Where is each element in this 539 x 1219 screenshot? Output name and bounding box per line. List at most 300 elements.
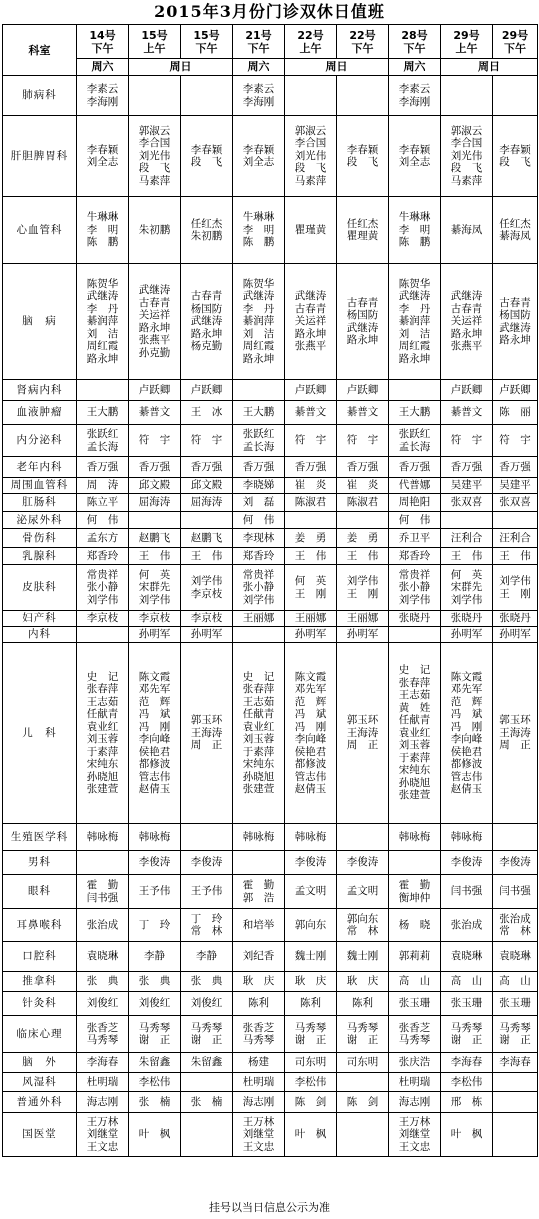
duty-cell: 郭向东 常 林: [337, 909, 389, 942]
duty-cell: [181, 76, 233, 116]
duty-cell: 王予伟: [129, 875, 181, 909]
table-row: [3, 972, 538, 992]
table-row: [3, 264, 538, 380]
date-label: 28号: [401, 28, 428, 42]
dept-name: 生殖医学科: [3, 824, 77, 851]
duty-cell: 香万强: [389, 457, 441, 478]
duty-cell: [77, 851, 129, 875]
duty-cell: 郭淑云 李合国 刘光伟 段 飞 马素萍: [129, 116, 181, 197]
duty-cell: 綦普文: [441, 401, 493, 425]
duty-cell: 李海春: [493, 1053, 538, 1073]
duty-cell: 张香芝 马秀琴: [233, 1016, 285, 1053]
duty-cell: 任红杰 朱初鹏: [181, 197, 233, 264]
duty-cell: 张治成 常 林: [493, 909, 538, 942]
duty-cell: 代普娜: [389, 478, 441, 494]
dept-name: 普通外科: [3, 1092, 77, 1113]
date-shift-header: [285, 25, 337, 59]
table-row: [3, 875, 538, 909]
duty-cell: [337, 76, 389, 116]
duty-cell: 陈立平: [77, 494, 129, 512]
duty-cell: 张跃红 孟长海: [233, 425, 285, 457]
shift-label: 下午: [91, 41, 114, 55]
duty-cell: [233, 380, 285, 401]
duty-cell: 高 山: [441, 972, 493, 992]
duty-cell: 张玉珊: [441, 992, 493, 1016]
duty-cell: 张香芝 马秀琴: [389, 1016, 441, 1053]
duty-cell: 郑香玲: [233, 548, 285, 565]
dept-name: 男科: [3, 851, 77, 875]
duty-cell: [285, 512, 337, 529]
duty-cell: 霍 勤 闫书强: [77, 875, 129, 909]
table-row: [3, 611, 538, 627]
duty-cell: 张玉珊: [389, 992, 441, 1016]
table-row: [3, 548, 538, 565]
date-label: 21号: [245, 28, 272, 42]
table-row: [3, 851, 538, 875]
duty-cell: 孟东方: [77, 529, 129, 548]
duty-cell: [389, 380, 441, 401]
duty-cell: 朱留鑫: [129, 1053, 181, 1073]
duty-cell: 乔卫平: [389, 529, 441, 548]
duty-cell: 陈文霞 邓先军 范 辉 冯 斌 冯 刚 李向峰 侯艳君 都修波 管志伟 赵倩玉: [441, 643, 493, 824]
duty-cell: [493, 1113, 538, 1157]
duty-cell: 王丽娜: [337, 611, 389, 627]
duty-cell: 李俊涛: [337, 851, 389, 875]
duty-cell: 符 宇: [493, 425, 538, 457]
duty-cell: [181, 1113, 233, 1157]
duty-cell: 王予伟: [181, 875, 233, 909]
duty-cell: 朱初鹏: [129, 197, 181, 264]
duty-cell: 王丽娜: [285, 611, 337, 627]
duty-cell: 郭向东: [285, 909, 337, 942]
table-row: [3, 457, 538, 478]
duty-cell: 海志刚: [389, 1092, 441, 1113]
dept-name: 内科: [3, 627, 77, 643]
duty-cell: 张庆浩: [389, 1053, 441, 1073]
duty-cell: 陈利: [337, 992, 389, 1016]
duty-cell: 马秀琴 谢 正: [441, 1016, 493, 1053]
table-row: [3, 512, 538, 529]
date-shift-header: [493, 25, 538, 59]
duty-cell: 何 伟: [389, 512, 441, 529]
duty-cell: 陈贺华 武继涛 李 丹 綦润萍 刘 洁 周红霞 路永坤: [389, 264, 441, 380]
duty-cell: 李春颖 刘全志: [233, 116, 285, 197]
duty-cell: 闫书强: [493, 875, 538, 909]
duty-cell: 古春青 杨国防 武继涛 路永坤: [337, 264, 389, 380]
duty-cell: 郑香玲: [389, 548, 441, 565]
dept-name: 肾病内科: [3, 380, 77, 401]
duty-cell: 李京枝: [77, 611, 129, 627]
duty-cell: 邢 栋: [441, 1092, 493, 1113]
duty-cell: 史 记 张春萍 王志茹 任献青 袁业红 刘玉蓉 于素萍 宋纯东 孙晓旭 张建萱: [233, 643, 285, 824]
table-row: [3, 1016, 538, 1053]
dept-name: 国医堂: [3, 1113, 77, 1157]
weekday-row: [3, 59, 538, 76]
table-row: [3, 116, 538, 197]
duty-schedule-table: [2, 24, 538, 1157]
dept-name: 内分泌科: [3, 425, 77, 457]
duty-cell: 綦普文: [337, 401, 389, 425]
duty-cell: 李素云 李海刚: [233, 76, 285, 116]
dept-name: 老年内科: [3, 457, 77, 478]
table-row: [3, 1073, 538, 1092]
duty-cell: 符 宇: [129, 425, 181, 457]
duty-cell: 张双喜: [441, 494, 493, 512]
duty-cell: [181, 512, 233, 529]
table-row: [3, 401, 538, 425]
duty-cell: 张玉珊: [493, 992, 538, 1016]
dept-name: 风湿科: [3, 1073, 77, 1092]
duty-cell: 王 伟: [129, 548, 181, 565]
duty-cell: 任红杰 瞿理黄: [337, 197, 389, 264]
duty-cell: 史 记 张春萍 王志茹 黄 姓 任献青 袁业红 刘玉蓉 于素萍 宋纯东 孙晓旭 张建萱: [389, 643, 441, 824]
duty-cell: 张治成: [77, 909, 129, 942]
duty-cell: 史 记 张春萍 王志茹 任献青 袁业红 刘玉蓉 于素萍 宋纯东 孙晓旭 张建萱: [77, 643, 129, 824]
duty-cell: 李春颖 刘全志: [389, 116, 441, 197]
duty-cell: 孙明军: [337, 627, 389, 643]
duty-cell: 常贵祥 张小静 刘学伟: [389, 565, 441, 611]
duty-cell: 香万强: [493, 457, 538, 478]
duty-cell: [337, 1113, 389, 1157]
dept-name: 针灸科: [3, 992, 77, 1016]
duty-cell: 陈 丽: [493, 401, 538, 425]
duty-cell: 武继涛 古春青 关运祥 路永坤 张燕平: [285, 264, 337, 380]
duty-cell: 李俊涛: [181, 851, 233, 875]
duty-cell: 孟文明: [285, 875, 337, 909]
date-shift-header: [337, 25, 389, 59]
date-label: 15号: [193, 28, 220, 42]
duty-cell: 香万强: [181, 457, 233, 478]
duty-cell: 屈海涛: [181, 494, 233, 512]
duty-cell: 李松伟: [129, 1073, 181, 1092]
date-label: 22号: [349, 28, 376, 42]
duty-cell: 吴建平: [493, 478, 538, 494]
dept-name: 口腔科: [3, 942, 77, 972]
duty-cell: 卢跃卿: [285, 380, 337, 401]
duty-cell: 王 伟: [441, 548, 493, 565]
duty-cell: [493, 1073, 538, 1092]
duty-cell: [181, 1073, 233, 1092]
duty-cell: 张双喜: [493, 494, 538, 512]
dept-column-header: 科室: [3, 25, 77, 76]
duty-cell: 王大鹏: [233, 401, 285, 425]
table-row: [3, 1113, 538, 1157]
duty-cell: 陈贺华 武继涛 李 丹 綦润萍 刘 洁 周红霞 路永坤: [233, 264, 285, 380]
duty-cell: 闫书强: [441, 875, 493, 909]
dept-name: 脑 外: [3, 1053, 77, 1073]
dept-name: 耳鼻喉科: [3, 909, 77, 942]
duty-cell: 丁 玲: [129, 909, 181, 942]
duty-cell: 张 楠: [181, 1092, 233, 1113]
duty-cell: 王万林 刘继堂 王文忠: [77, 1113, 129, 1157]
duty-cell: 孙明军: [441, 627, 493, 643]
duty-cell: 陈文霞 邓先军 范 辉 冯 斌 冯 刚 李向峰 侯艳君 都修波 管志伟 赵倩玉: [129, 643, 181, 824]
shift-label: 上午: [299, 41, 322, 55]
duty-cell: 王 伟: [285, 548, 337, 565]
date-label: 22号: [297, 28, 324, 42]
duty-cell: [493, 824, 538, 851]
duty-cell: 司东明: [285, 1053, 337, 1073]
dept-name: 泌尿外科: [3, 512, 77, 529]
duty-cell: 刘学伟 王 刚: [493, 565, 538, 611]
duty-cell: 韩咏梅: [233, 824, 285, 851]
duty-cell: 李静: [129, 942, 181, 972]
duty-cell: [129, 76, 181, 116]
duty-cell: 郭玉环 王海涛 周 正: [337, 643, 389, 824]
duty-cell: 王万林 刘继堂 王文忠: [233, 1113, 285, 1157]
duty-cell: 王大鹏: [77, 401, 129, 425]
duty-cell: [77, 627, 129, 643]
duty-cell: 高 山: [389, 972, 441, 992]
duty-cell: 李春颖 段 飞: [337, 116, 389, 197]
duty-cell: 香万强: [285, 457, 337, 478]
duty-cell: 武继涛 古春青 关运祥 路永坤 张燕平: [441, 264, 493, 380]
duty-cell: 李海春: [77, 1053, 129, 1073]
duty-cell: 周艳阳: [389, 494, 441, 512]
duty-cell: 符 宇: [337, 425, 389, 457]
duty-cell: 海志刚: [233, 1092, 285, 1113]
duty-cell: 陈文霞 邓先军 范 辉 冯 斌 冯 刚 李向峰 侯艳君 都修波 管志伟 赵倩玉: [285, 643, 337, 824]
duty-cell: 屈海涛: [129, 494, 181, 512]
duty-cell: 叶 枫: [441, 1113, 493, 1157]
duty-cell: 陈 剑: [285, 1092, 337, 1113]
duty-cell: [77, 380, 129, 401]
duty-cell: 杜明瑞: [389, 1073, 441, 1092]
duty-cell: 马秀琴 谢 正: [181, 1016, 233, 1053]
duty-cell: 霍 勤 郭 浩: [233, 875, 285, 909]
duty-cell: [337, 824, 389, 851]
table-row: [3, 627, 538, 643]
weekday-label: 周六: [77, 59, 129, 76]
duty-cell: [233, 627, 285, 643]
duty-cell: 邱文殿: [129, 478, 181, 494]
table-row: [3, 197, 538, 264]
duty-cell: 韩咏梅: [441, 824, 493, 851]
duty-cell: 綦海凤: [441, 197, 493, 264]
duty-cell: 张治成: [441, 909, 493, 942]
duty-cell: 张晓丹: [441, 611, 493, 627]
duty-cell: 郭莉莉: [389, 942, 441, 972]
table-row: [3, 380, 538, 401]
duty-cell: 耿 庆: [233, 972, 285, 992]
date-shift-header: [181, 25, 233, 59]
duty-cell: 刘俊红: [77, 992, 129, 1016]
date-shift-header: [129, 25, 181, 59]
duty-cell: 姜 勇: [285, 529, 337, 548]
duty-cell: 崔 炎: [337, 478, 389, 494]
dept-name: 血液肿瘤: [3, 401, 77, 425]
duty-cell: [389, 851, 441, 875]
date-label: 14号: [89, 28, 116, 42]
duty-cell: 常贵祥 张小静 刘学伟: [77, 565, 129, 611]
duty-cell: 牛琳琳 李 明 陈 鹏: [233, 197, 285, 264]
table-row: [3, 643, 538, 824]
duty-cell: 李松伟: [441, 1073, 493, 1092]
duty-cell: 姜 勇: [337, 529, 389, 548]
duty-cell: 刘俊红: [181, 992, 233, 1016]
duty-cell: 周 涛: [77, 478, 129, 494]
weekday-label: 周日: [441, 59, 538, 76]
duty-cell: 和培举: [233, 909, 285, 942]
duty-cell: 张 楠: [129, 1092, 181, 1113]
duty-cell: 孙明军: [129, 627, 181, 643]
dept-name: 临床心理: [3, 1016, 77, 1053]
duty-cell: 郑香玲: [77, 548, 129, 565]
table-row: [3, 909, 538, 942]
duty-cell: 孙明军: [285, 627, 337, 643]
table-row: [3, 76, 538, 116]
duty-cell: 杜明瑞: [233, 1073, 285, 1092]
duty-cell: 耿 庆: [285, 972, 337, 992]
duty-cell: 韩咏梅: [389, 824, 441, 851]
duty-cell: 卢跃卿: [129, 380, 181, 401]
duty-cell: 古春青 杨国防 武继涛 路永坤: [493, 264, 538, 380]
duty-cell: 邱文殿: [181, 478, 233, 494]
duty-cell: 香万强: [337, 457, 389, 478]
date-label: 29号: [453, 28, 480, 42]
duty-cell: 张晓丹: [389, 611, 441, 627]
duty-cell: [493, 512, 538, 529]
duty-cell: [441, 76, 493, 116]
dept-name: 周围血管科: [3, 478, 77, 494]
shift-label: 下午: [351, 41, 374, 55]
duty-cell: 李松伟: [285, 1073, 337, 1092]
duty-cell: 孙明军: [181, 627, 233, 643]
duty-cell: 古春青 杨国防 武继涛 路永坤 杨克勤: [181, 264, 233, 380]
duty-cell: 綦普文: [285, 401, 337, 425]
dept-name: 妇产科: [3, 611, 77, 627]
duty-cell: 李现林: [233, 529, 285, 548]
duty-cell: [493, 1092, 538, 1113]
duty-cell: 张 典: [181, 972, 233, 992]
duty-cell: 孙明军: [493, 627, 538, 643]
duty-cell: 李京枝: [129, 611, 181, 627]
duty-cell: 李海春: [441, 1053, 493, 1073]
duty-cell: 韩咏梅: [77, 824, 129, 851]
duty-cell: 王 伟: [337, 548, 389, 565]
duty-cell: 李春颖 段 飞: [493, 116, 538, 197]
duty-cell: 李俊涛: [129, 851, 181, 875]
table-row: [3, 425, 538, 457]
duty-cell: 张 典: [129, 972, 181, 992]
dept-name: 儿 科: [3, 643, 77, 824]
duty-cell: 张晓丹: [493, 611, 538, 627]
duty-cell: 香万强: [233, 457, 285, 478]
duty-cell: 郭玉环 王海涛 周 正: [493, 643, 538, 824]
duty-cell: 香万强: [129, 457, 181, 478]
duty-cell: [233, 851, 285, 875]
duty-cell: 李素云 李海刚: [389, 76, 441, 116]
date-shift-header: [233, 25, 285, 59]
duty-cell: 卢跃卿: [181, 380, 233, 401]
duty-cell: 魏士刚: [285, 942, 337, 972]
table-row: [3, 942, 538, 972]
date-shift-header: [77, 25, 129, 59]
dept-name: 肛肠科: [3, 494, 77, 512]
duty-cell: 李晓娣: [233, 478, 285, 494]
table-row: [3, 478, 538, 494]
duty-cell: 汪利合: [493, 529, 538, 548]
duty-cell: 张跃红 孟长海: [389, 425, 441, 457]
duty-cell: 卢跃卿: [441, 380, 493, 401]
duty-cell: 王万林 刘继堂 王文忠: [389, 1113, 441, 1157]
duty-cell: 袁晓琳: [493, 942, 538, 972]
duty-cell: 郭淑云 李合国 刘光伟 段 飞 马素萍: [441, 116, 493, 197]
table-row: [3, 494, 538, 512]
shift-label: 上午: [143, 41, 166, 55]
duty-cell: 海志刚: [77, 1092, 129, 1113]
duty-cell: 耿 庆: [337, 972, 389, 992]
duty-cell: 霍 勤 衡坤仲: [389, 875, 441, 909]
duty-cell: 叶 枫: [285, 1113, 337, 1157]
duty-cell: 张香芝 马秀琴: [77, 1016, 129, 1053]
duty-cell: 李春颖 刘全志: [77, 116, 129, 197]
duty-cell: 张 典: [77, 972, 129, 992]
duty-cell: 王大鹏: [389, 401, 441, 425]
duty-cell: 李俊涛: [285, 851, 337, 875]
duty-cell: [493, 76, 538, 116]
table-row: [3, 565, 538, 611]
duty-cell: 武继涛 古春青 关运祥 路永坤 张燕平 孙克勤: [129, 264, 181, 380]
table-row: [3, 992, 538, 1016]
duty-cell: 何 伟: [77, 512, 129, 529]
footnote: 挂号以当日信息公示为准: [209, 1201, 330, 1214]
duty-cell: 卢跃卿: [337, 380, 389, 401]
table-row: [3, 1053, 538, 1073]
duty-cell: 陈 剑: [337, 1092, 389, 1113]
duty-cell: 卢跃卿: [493, 380, 538, 401]
duty-cell: 王 冰: [181, 401, 233, 425]
duty-cell: [337, 512, 389, 529]
shift-label: 下午: [195, 41, 218, 55]
duty-cell: 符 宇: [181, 425, 233, 457]
duty-cell: 何 英 王 刚: [285, 565, 337, 611]
duty-cell: 郭玉环 王海涛 周 正: [181, 643, 233, 824]
duty-cell: [181, 824, 233, 851]
duty-cell: 李静: [181, 942, 233, 972]
date-shift-header: [441, 25, 493, 59]
duty-cell: 马秀琴 谢 正: [337, 1016, 389, 1053]
duty-cell: 刘俊红: [129, 992, 181, 1016]
weekday-label: 周日: [129, 59, 233, 76]
duty-cell: 王丽娜: [233, 611, 285, 627]
duty-cell: 符 宇: [441, 425, 493, 457]
duty-cell: [389, 627, 441, 643]
duty-cell: 香万强: [77, 457, 129, 478]
table-row: [3, 824, 538, 851]
duty-cell: 杨建: [233, 1053, 285, 1073]
table-row: [3, 1092, 538, 1113]
dept-name: 推拿科: [3, 972, 77, 992]
duty-cell: 郭淑云 李合国 刘光伟 段 飞 马素萍: [285, 116, 337, 197]
duty-cell: 綦普文: [129, 401, 181, 425]
duty-cell: 赵鹏飞: [129, 529, 181, 548]
duty-cell: 朱留鑫: [181, 1053, 233, 1073]
date-label: 29号: [501, 28, 529, 42]
duty-cell: 高 山: [493, 972, 538, 992]
dept-name: 肝胆脾胃科: [3, 116, 77, 197]
duty-cell: 魏士刚: [337, 942, 389, 972]
duty-cell: 孟文明: [337, 875, 389, 909]
duty-cell: 赵鹏飞: [181, 529, 233, 548]
duty-cell: 任红杰 綦海凤: [493, 197, 538, 264]
duty-cell: 王 伟: [181, 548, 233, 565]
duty-cell: 崔 炎: [285, 478, 337, 494]
duty-cell: 马秀琴 谢 正: [129, 1016, 181, 1053]
duty-cell: 韩咏梅: [129, 824, 181, 851]
dept-name: 眼科: [3, 875, 77, 909]
duty-cell: 陈淑君: [337, 494, 389, 512]
